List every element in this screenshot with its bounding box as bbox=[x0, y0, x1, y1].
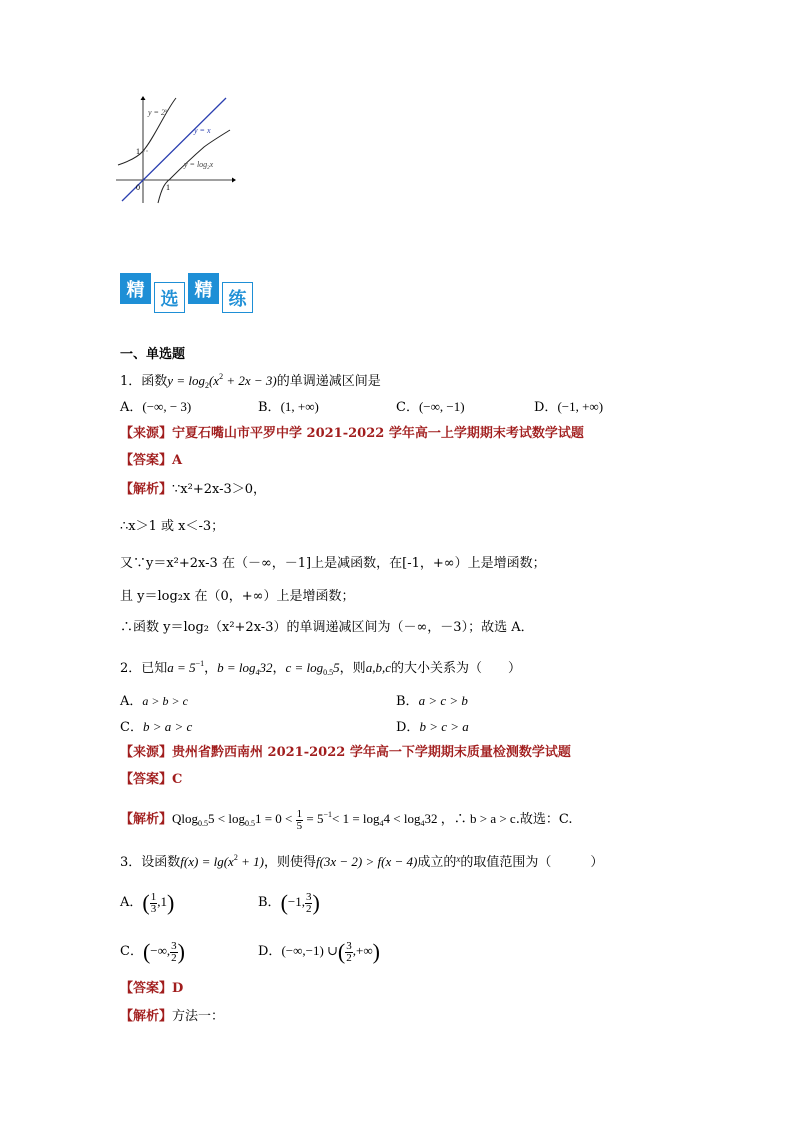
q1-analysis-1: 【解析】∵x²+2x-3＞0， bbox=[120, 482, 267, 497]
graph-tick-x1: 1 bbox=[166, 183, 170, 192]
q1-option-c: C．(−∞, −1) bbox=[396, 399, 465, 415]
q1-option-d: D．(−1, +∞) bbox=[534, 399, 604, 415]
graph-label-identity: y = x bbox=[194, 126, 211, 135]
function-graph bbox=[112, 95, 236, 205]
graph-label-log: $y = \log_2x$ bbox=[184, 160, 214, 171]
x-axis-arrow-icon bbox=[232, 178, 236, 183]
q2-option-c: C．b > a > c bbox=[120, 719, 193, 735]
section-title: 一、单选题 bbox=[120, 347, 186, 362]
graph-tick-y1: 1 bbox=[136, 147, 140, 156]
q1-option-a: A．(−∞, − 3) bbox=[120, 399, 192, 415]
banner-char-2: 选 bbox=[154, 282, 185, 313]
graph-label-exp: $y = 2^x$ bbox=[148, 108, 168, 117]
banner-char-3: 精 bbox=[188, 273, 219, 304]
q1-analysis-5: ∴函数 y＝log₂（x²+2x-3）的单调递减区间为（－∞，－3）；故选 A． bbox=[120, 620, 534, 635]
q1-analysis-3: 又∵y＝x²+2x-3 在（－∞，－1]上是减函数，在[-1，+∞）上是增函数； bbox=[120, 556, 546, 571]
q3-answer: 【答案】D bbox=[120, 981, 184, 996]
q3-stem: 3．设函数$f(x) = \lg(x^2 + 1)$，则使得f(3x − 2) > f(x − 4)成立的$^x$的取值范围为（ ） bbox=[120, 853, 604, 870]
q2-stem: 2．已知$a = 5^{-1}$，$b = \log_432$，$c = \log_{0.5}5$，则a,b,c的大小关系为（ ） bbox=[120, 659, 521, 677]
q2-option-b: B．a > c > b bbox=[396, 693, 468, 709]
q1-option-b: B．(1, +∞) bbox=[258, 399, 319, 415]
q1-stem: 1．函数$y = \log_2(x^2 + 2x - 3)$的单调递减区间是 bbox=[120, 372, 381, 390]
q2-option-a: A．a > b > c bbox=[120, 694, 188, 709]
y-axis-arrow-icon bbox=[141, 96, 146, 100]
graph-origin: 0 bbox=[136, 183, 140, 192]
q1-analysis-2: ∴x＞1 或 x＜-3； bbox=[120, 519, 225, 534]
q3-option-c: C．(−∞, $\frac{3}{2}$ ) bbox=[120, 939, 185, 965]
q2-option-d: D．b > c > a bbox=[396, 719, 469, 735]
banner-char-1: 精 bbox=[120, 273, 151, 304]
q2-answer: 【答案】C bbox=[120, 772, 183, 787]
q2-source: 【来源】贵州省黔西南州 2021-2022 学年高一下学期期末质量检测数学试题 bbox=[120, 745, 571, 760]
q3-option-b: B．(−1, $\frac{3}{2}$ ) bbox=[258, 890, 320, 916]
q2-analysis: 【解析】$Qlog_{0.5}5 < \log_{0.5}1 = 0$ < $\frac{1}{5}$ = $5^{-1}< 1 = \log_44 < \log_432$ ，∴ b > a > c.故选：C. bbox=[120, 807, 573, 832]
q1-answer: 【答案】A bbox=[120, 453, 183, 468]
q1-source: 【来源】宁夏石嘴山市平罗中学 2021-2022 学年高一上学期期末考试数学试题 bbox=[120, 426, 584, 441]
banner-char-4: 练 bbox=[222, 282, 253, 313]
q3-option-d: D．(−∞,−1) ∪( $\frac{3}{2}$ ,+∞) bbox=[258, 939, 380, 965]
exponential-curve bbox=[118, 98, 176, 165]
q3-analysis: 【解析】方法一： bbox=[120, 1009, 225, 1024]
q1-analysis-4: 且 y＝log₂x 在（0，+∞）上是增函数； bbox=[120, 589, 355, 604]
q3-option-a: A．( $\frac{1}{3}$ ,1) bbox=[120, 890, 175, 916]
